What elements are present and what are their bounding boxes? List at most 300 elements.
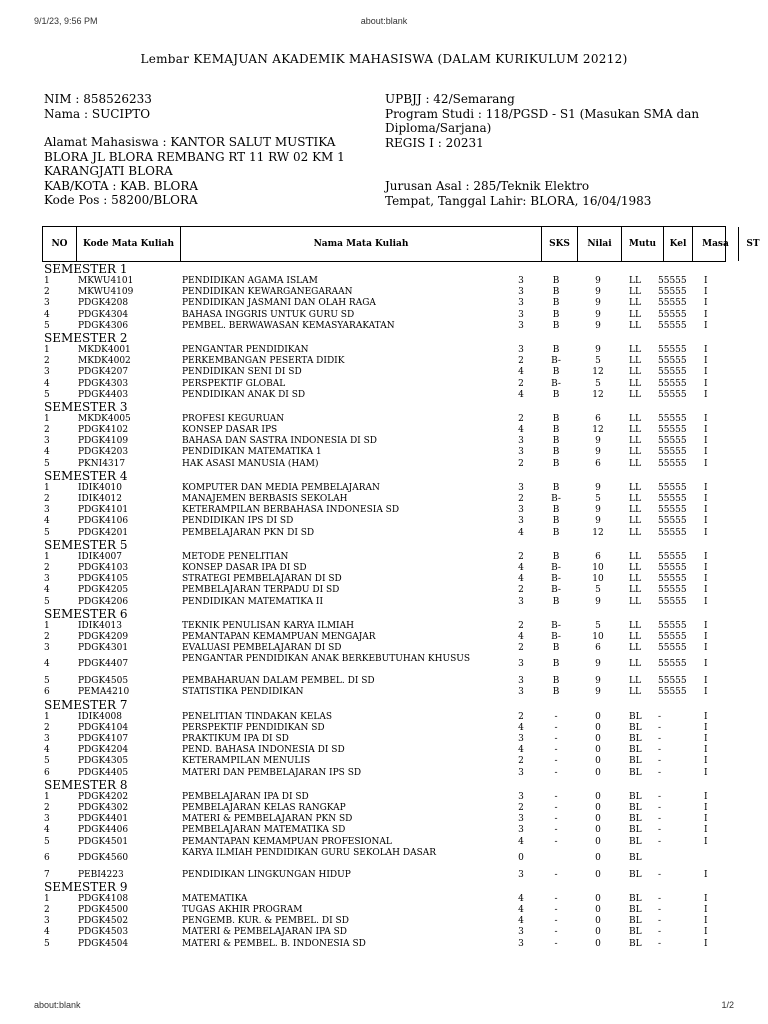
quality-points: 5 [595, 585, 601, 596]
quality-points: 12 [592, 367, 604, 378]
quality-points: 0 [595, 927, 601, 938]
grade: B- [551, 631, 561, 642]
status: I [704, 344, 708, 355]
group: LL [629, 620, 641, 631]
group: LL [629, 413, 641, 424]
quality-points: 9 [595, 320, 601, 331]
group: BL [629, 825, 642, 836]
group: LL [629, 447, 641, 458]
course-code: PDGK4407 [78, 659, 129, 670]
group: LL [629, 551, 641, 562]
status: I [704, 551, 708, 562]
period: 55555 [658, 527, 687, 538]
grade: - [554, 814, 558, 825]
row-no: 5 [44, 596, 50, 607]
period: - [658, 938, 662, 949]
course-name: KETERAMPILAN MENULIS [182, 756, 311, 767]
origin-major: Jurusan Asal : 285/Teknik Elektro [385, 179, 590, 193]
grade: - [554, 756, 558, 767]
quality-points: 0 [595, 852, 601, 863]
row-no: 3 [44, 298, 50, 309]
table-row [44, 345, 728, 356]
course-code: PDGK4305 [78, 756, 129, 767]
study-program-line-1: Program Studi : 118/PGSD - S1 (Masukan SMA dan [385, 106, 700, 121]
credits: 4 [518, 527, 524, 538]
print-header [0, 16, 768, 32]
credits: 2 [518, 458, 524, 469]
period: 55555 [658, 676, 687, 687]
grade: - [554, 916, 558, 927]
group: LL [629, 585, 641, 596]
period: 55555 [658, 447, 687, 458]
group: BL [629, 802, 642, 813]
table-row [44, 927, 728, 938]
quality-points: 9 [595, 676, 601, 687]
group: LL [629, 378, 641, 389]
status: I [704, 367, 708, 378]
group: LL [629, 659, 641, 670]
period: 55555 [658, 309, 687, 320]
group: LL [629, 643, 641, 654]
status: I [704, 711, 708, 722]
credits: 3 [518, 276, 524, 286]
table-row [44, 367, 728, 378]
status: I [704, 527, 708, 538]
quality-points: 9 [595, 344, 601, 355]
period: - [658, 722, 662, 733]
group: BL [629, 927, 642, 938]
group: LL [629, 287, 641, 298]
footer-url: about:blank [34, 1000, 81, 1010]
table-row [44, 712, 728, 723]
quality-points: 0 [595, 916, 601, 927]
grade: B- [551, 356, 561, 367]
row-no: 1 [44, 482, 50, 493]
grade: - [554, 734, 558, 744]
quality-points: 9 [595, 596, 601, 607]
period: 55555 [658, 378, 687, 389]
course-code: PDGK4209 [78, 631, 129, 642]
credits: 2 [518, 802, 524, 813]
quality-points: 10 [592, 562, 604, 573]
course-name: PENDIDIKAN ANAK DI SD [182, 389, 306, 400]
group: BL [629, 905, 642, 916]
table-row [44, 768, 728, 779]
period: 55555 [658, 413, 687, 424]
status: I [704, 356, 708, 367]
credits: 3 [518, 596, 524, 607]
semester-title: SEMESTER 8 [44, 777, 128, 792]
credits: 0 [518, 852, 524, 863]
status: I [704, 436, 708, 447]
course-code: PDGK4503 [78, 927, 129, 938]
quality-points: 9 [595, 298, 601, 309]
course-name: PENGANTAR PENDIDIKAN ANAK BERKEBUTUHAN KHUSUS [182, 654, 471, 665]
period: 55555 [658, 551, 687, 562]
course-code: PDGK4105 [78, 574, 129, 585]
course-name: PERSPEKTIF GLOBAL [182, 378, 286, 389]
status: I [704, 659, 708, 670]
grade: B [552, 551, 560, 562]
course-code: MKWU4109 [78, 287, 134, 298]
period: 55555 [658, 643, 687, 654]
course-name: KARYA ILMIAH PENDIDIKAN GURU SEKOLAH DASAR [182, 847, 437, 858]
row-no: 3 [44, 814, 50, 825]
table-row [44, 687, 728, 698]
course-code: MKWU4101 [78, 276, 134, 286]
group: LL [629, 494, 641, 504]
status: I [704, 620, 708, 631]
course-name: KETERAMPILAN BERBAHASA INDONESIA SD [182, 505, 400, 516]
course-name: METODE PENELITIAN [182, 551, 289, 562]
course-code: PDGK4109 [78, 436, 129, 447]
group: LL [629, 562, 641, 573]
credits: 4 [518, 916, 524, 927]
course-code: PDGK4560 [78, 852, 129, 863]
credits: 3 [518, 767, 524, 778]
table-row [44, 436, 728, 447]
course-name: PROFESI KEGURUAN [182, 413, 285, 424]
status: I [704, 722, 708, 733]
col-kode: Kode Mata Kuliah [77, 227, 181, 261]
status: I [704, 791, 708, 802]
row-no: 4 [44, 516, 50, 527]
group: BL [629, 745, 642, 756]
grade: B [552, 596, 560, 607]
course-code: PEMA4210 [78, 687, 130, 698]
group: LL [629, 309, 641, 320]
status: I [704, 574, 708, 585]
course-code: PKNI4317 [78, 458, 126, 469]
quality-points: 9 [595, 687, 601, 698]
credits: 3 [518, 659, 524, 670]
status: I [704, 631, 708, 642]
period: 55555 [658, 562, 687, 573]
quality-points: 12 [592, 527, 604, 538]
credits: 4 [518, 574, 524, 585]
period: 55555 [658, 344, 687, 355]
status: I [704, 516, 708, 527]
quality-points: 12 [592, 425, 604, 436]
status: I [704, 676, 708, 687]
period: 55555 [658, 458, 687, 469]
grade: B [552, 413, 560, 424]
row-no: 5 [44, 836, 50, 847]
status: I [704, 562, 708, 573]
credits: 3 [518, 320, 524, 331]
group: LL [629, 596, 641, 607]
table-row [44, 814, 728, 825]
table-row [44, 916, 728, 927]
group: LL [629, 516, 641, 527]
grade: B- [551, 585, 561, 596]
quality-points: 9 [595, 436, 601, 447]
group: LL [629, 631, 641, 642]
quality-points: 0 [595, 825, 601, 836]
grade: B [552, 309, 560, 320]
group: BL [629, 893, 642, 904]
course-code: PDGK4102 [78, 425, 129, 436]
credits: 4 [518, 367, 524, 378]
credits: 4 [518, 562, 524, 573]
course-name: MATERI & PEMBELAJARAN IPA SD [182, 927, 348, 938]
period: 55555 [658, 298, 687, 309]
grade: - [554, 802, 558, 813]
table-row [44, 563, 728, 574]
grade: B- [551, 620, 561, 631]
course-code: PDGK4500 [78, 905, 129, 916]
course-name: TEKNIK PENULISAN KARYA ILMIAH [182, 620, 354, 631]
quality-points: 9 [595, 287, 601, 298]
table-row [44, 723, 728, 734]
credits: 3 [518, 869, 524, 880]
course-code: IDIK4013 [78, 620, 122, 631]
group: LL [629, 527, 641, 538]
quality-points: 0 [595, 745, 601, 756]
credits: 4 [518, 905, 524, 916]
course-code: PDGK4202 [78, 791, 129, 802]
table-row [44, 734, 728, 745]
course-name: PEMBELAJARAN MATEMATIKA SD [182, 825, 346, 836]
row-no: 1 [44, 791, 50, 802]
row-no: 2 [44, 425, 50, 436]
grade: B [552, 389, 560, 400]
grade: - [554, 722, 558, 733]
semester-title: SEMESTER 6 [44, 606, 128, 621]
table-row [44, 939, 728, 950]
course-name: MATEMATIKA [182, 893, 248, 904]
group: LL [629, 436, 641, 447]
quality-points: 0 [595, 791, 601, 802]
status: I [704, 482, 708, 493]
grade: B [552, 458, 560, 469]
status: I [704, 458, 708, 469]
table-row [44, 528, 728, 539]
grade: B [552, 425, 560, 436]
group: BL [629, 722, 642, 733]
table-row [44, 756, 728, 767]
course-code: PDGK4405 [78, 767, 129, 778]
period: 55555 [658, 389, 687, 400]
nim: NIM : 858526233 [44, 92, 152, 106]
course-name: PENDIDIKAN JASMANI DAN OLAH RAGA [182, 298, 376, 309]
status: I [704, 869, 708, 880]
status: I [704, 927, 708, 938]
credits: 2 [518, 378, 524, 389]
course-name: PENGANTAR PENDIDIKAN [182, 344, 309, 355]
period: - [658, 927, 662, 938]
quality-points: 0 [595, 767, 601, 778]
grade: B [552, 676, 560, 687]
credits: 4 [518, 389, 524, 400]
group: LL [629, 344, 641, 355]
course-code: PDGK4204 [78, 745, 129, 756]
quality-points: 9 [595, 447, 601, 458]
row-no: 1 [44, 551, 50, 562]
credits: 2 [518, 413, 524, 424]
semester-title: SEMESTER 1 [44, 262, 128, 276]
quality-points: 0 [595, 938, 601, 949]
col-sks: SKS [542, 227, 578, 261]
kabkota: KAB/KOTA : KAB. BLORA [44, 178, 199, 193]
group: LL [629, 425, 641, 436]
grade: - [554, 711, 558, 722]
table-row [44, 298, 728, 309]
quality-points: 6 [595, 458, 601, 469]
credits: 3 [518, 344, 524, 355]
row-no: 4 [44, 659, 50, 670]
course-name: BAHASA DAN SASTRA INDONESIA DI SD [182, 436, 377, 447]
grade: B [552, 687, 560, 698]
status: I [704, 585, 708, 596]
table-row [44, 356, 728, 367]
period: 55555 [658, 516, 687, 527]
course-code: PEBI4223 [78, 869, 124, 880]
period: - [658, 893, 662, 904]
course-name: MANAJEMEN BERBASIS SEKOLAH [182, 494, 348, 504]
table-row [44, 654, 728, 676]
row-no: 2 [44, 562, 50, 573]
course-name: PRAKTIKUM IPA DI SD [182, 734, 289, 744]
credits: 3 [518, 687, 524, 698]
row-no: 5 [44, 458, 50, 469]
course-code: PDGK4205 [78, 585, 129, 596]
group: LL [629, 574, 641, 585]
credits: 4 [518, 836, 524, 847]
status: I [704, 745, 708, 756]
row-no: 5 [44, 756, 50, 767]
course-code: PDGK4304 [78, 309, 129, 320]
grade: B [552, 367, 560, 378]
group: BL [629, 814, 642, 825]
course-code: PDGK4401 [78, 814, 129, 825]
row-no: 5 [44, 527, 50, 538]
table-row [44, 276, 728, 287]
credits: 2 [518, 620, 524, 631]
course-code: PDGK4203 [78, 447, 129, 458]
course-code: IDIK4007 [78, 551, 122, 562]
course-name: PEMANTAPAN KEMAMPUAN PROFESIONAL [182, 836, 392, 847]
period: 55555 [658, 287, 687, 298]
grade: - [554, 938, 558, 949]
quality-points: 0 [595, 756, 601, 767]
registration: REGIS I : 20231 [385, 135, 484, 150]
period: 55555 [658, 620, 687, 631]
grade: - [554, 767, 558, 778]
course-code: PDGK4103 [78, 562, 129, 573]
table-row [44, 390, 728, 401]
row-no: 1 [44, 620, 50, 631]
student-info-left [44, 92, 374, 208]
group: LL [629, 320, 641, 331]
group: BL [629, 711, 642, 722]
table-row [44, 483, 728, 494]
grade: B [552, 276, 560, 286]
row-no: 3 [44, 734, 50, 744]
row-no: 5 [44, 938, 50, 949]
row-no: 4 [44, 745, 50, 756]
status: I [704, 734, 708, 744]
credits: 3 [518, 298, 524, 309]
col-st: ST [746, 238, 760, 249]
grade: B [552, 527, 560, 538]
credits: 3 [518, 814, 524, 825]
row-no: 6 [44, 852, 50, 863]
semester-title: SEMESTER 9 [44, 879, 128, 894]
group: BL [629, 756, 642, 767]
grade: B [552, 344, 560, 355]
course-name: PENDIDIKAN MATEMATIKA II [182, 596, 324, 607]
table-row [44, 414, 728, 425]
course-name: PEMANTAPAN KEMAMPUAN MENGAJAR [182, 631, 376, 642]
grade: B [552, 436, 560, 447]
course-name: TUGAS AKHIR PROGRAM [182, 905, 303, 916]
group: LL [629, 687, 641, 698]
grade: B [552, 516, 560, 527]
table-row [44, 803, 728, 814]
document-title: Lembar KEMAJUAN AKADEMIK MAHASISWA (DALAM KURIKULUM 20212) [140, 52, 628, 66]
address-line-2: BLORA JL BLORA REMBANG RT 11 RW 02 KM 1 [44, 149, 345, 164]
row-no: 2 [44, 905, 50, 916]
period: - [658, 756, 662, 767]
quality-points: 0 [595, 802, 601, 813]
study-program-line-2: Diploma/Sarjana) [385, 121, 492, 135]
course-name: PERKEMBANGAN PESERTA DIDIK [182, 356, 345, 367]
course-code: PDGK4303 [78, 378, 129, 389]
page-number: 1/2 [721, 1000, 734, 1010]
group: BL [629, 916, 642, 927]
row-no: 2 [44, 802, 50, 813]
course-name: PENDIDIKAN IPS DI SD [182, 516, 294, 527]
semester-title: SEMESTER 4 [44, 468, 128, 483]
table-row [44, 894, 728, 905]
quality-points: 5 [595, 356, 601, 367]
row-no: 6 [44, 687, 50, 698]
quality-points: 9 [595, 516, 601, 527]
quality-points: 5 [595, 620, 601, 631]
course-name: MATERI DAN PEMBELAJARAN IPS SD [182, 767, 362, 778]
group: LL [629, 482, 641, 493]
quality-points: 0 [595, 814, 601, 825]
row-no: 2 [44, 494, 50, 504]
course-name: PEND. BAHASA INDONESIA DI SD [182, 745, 345, 756]
table-row [44, 676, 728, 687]
quality-points: 0 [595, 869, 601, 880]
period: 55555 [658, 425, 687, 436]
col-mutu: Mutu [622, 227, 664, 261]
row-no: 5 [44, 676, 50, 687]
student-name: Nama : SUCIPTO [44, 106, 151, 121]
quality-points: 0 [595, 722, 601, 733]
period: 55555 [658, 320, 687, 331]
credits: 3 [518, 505, 524, 516]
quality-points: 5 [595, 494, 601, 504]
row-no: 5 [44, 320, 50, 331]
course-code: PDGK4104 [78, 722, 129, 733]
table-row [44, 321, 728, 332]
grade: B [552, 320, 560, 331]
course-code: PDGK4106 [78, 516, 129, 527]
quality-points: 0 [595, 711, 601, 722]
course-name: PERSPEKTIF PENDIDIKAN SD [182, 722, 325, 733]
group: BL [629, 734, 642, 744]
row-no: 1 [44, 344, 50, 355]
course-code: PDGK4206 [78, 596, 129, 607]
row-no: 5 [44, 389, 50, 400]
row-no: 7 [44, 869, 50, 880]
row-no: 3 [44, 574, 50, 585]
group: BL [629, 938, 642, 949]
